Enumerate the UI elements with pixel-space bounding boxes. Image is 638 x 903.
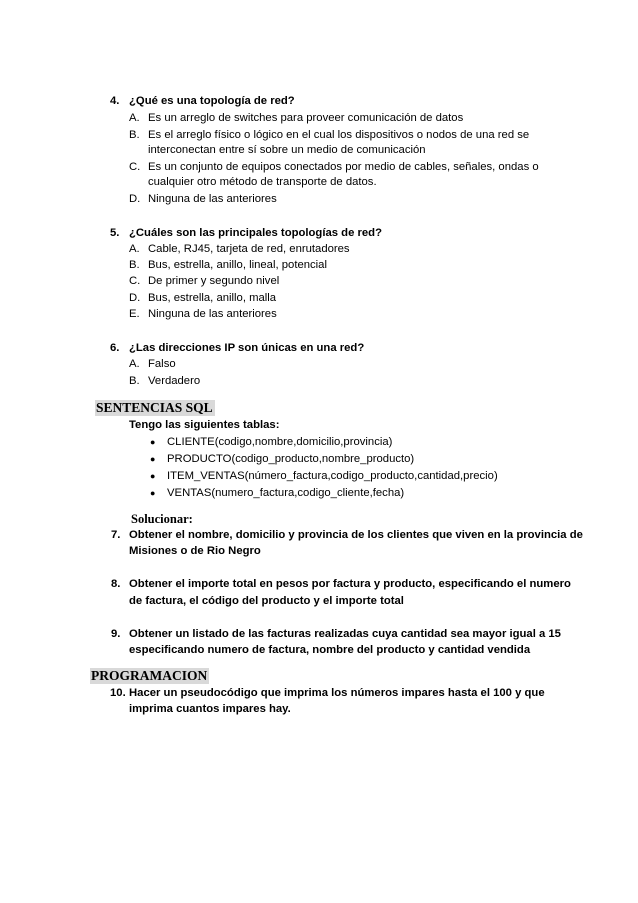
q5-option-a: Cable, RJ45, tarjeta de red, enrutadores: [148, 243, 350, 255]
bullet-icon: ●: [150, 488, 156, 498]
sql-intro: Tengo las siguientes tablas:: [129, 419, 280, 431]
q4-option-c-line-1: Es un conjunto de equipos conectados por medio de cables, señales, ondas o: [148, 161, 539, 173]
q6-option-b: Verdadero: [148, 375, 201, 387]
q5-option-a-letter: A.: [129, 243, 140, 255]
q5-option-e-letter: E.: [129, 308, 140, 320]
q4-option-b-line-1: Es el arreglo físico o lógico en el cual los dispositivos o nodos de una red se: [148, 129, 530, 141]
question-6-text: ¿Las direcciones IP son únicas en una red?: [129, 342, 365, 354]
programacion-section-heading: PROGRAMACION: [91, 668, 208, 683]
table-item-ventas: ITEM_VENTAS(número_factura,codigo_producto,cantidad,precio): [167, 470, 498, 482]
question-9-line-2: especificando numero de factura, nombre del producto y cantidad vendida: [129, 644, 531, 656]
question-10-number: 10.: [110, 687, 126, 699]
bullet-icon: ●: [150, 437, 156, 447]
q4-option-a: Es un arreglo de switches para proveer comunicación de datos: [148, 112, 464, 124]
question-5-text: ¿Cuáles son las principales topologías de red?: [129, 227, 382, 239]
question-6-number: 6.: [110, 342, 120, 354]
sql-section-heading: SENTENCIAS SQL: [96, 400, 213, 415]
q5-option-e: Ninguna de las anteriores: [148, 308, 277, 320]
q4-option-c-letter: C.: [129, 161, 141, 173]
question-8-line-1: Obtener el importe total en pesos por factura y producto, especificando el numero: [129, 578, 571, 590]
question-4-number: 4.: [110, 95, 120, 107]
q4-option-d: Ninguna de las anteriores: [148, 193, 277, 205]
question-9-number: 9.: [111, 628, 121, 640]
question-7-number: 7.: [111, 529, 121, 541]
question-10-line-2: imprima cuantos impares hay.: [129, 703, 291, 715]
q5-option-d: Bus, estrella, anillo, malla: [148, 292, 277, 304]
q5-option-b: Bus, estrella, anillo, lineal, potencial: [148, 259, 327, 271]
solve-label: Solucionar:: [131, 512, 193, 526]
q4-option-a-letter: A.: [129, 112, 140, 124]
q5-option-d-letter: D.: [129, 292, 141, 304]
q4-option-d-letter: D.: [129, 193, 141, 205]
question-10-line-1: Hacer un pseudocódigo que imprima los números impares hasta el 100 y que: [129, 687, 545, 699]
q5-option-b-letter: B.: [129, 259, 140, 271]
q5-option-c-letter: C.: [129, 275, 141, 287]
question-8-number: 8.: [111, 578, 121, 590]
question-7-line-2: Misiones o de Rio Negro: [129, 545, 261, 557]
q6-option-b-letter: B.: [129, 375, 140, 387]
bullet-icon: ●: [150, 471, 156, 481]
question-4-text: ¿Qué es una topología de red?: [129, 95, 295, 107]
table-cliente: CLIENTE(codigo,nombre,domicilio,provincia): [167, 436, 393, 448]
q5-option-c: De primer y segundo nivel: [148, 275, 280, 287]
question-7-line-1: Obtener el nombre, domicilio y provincia de los clientes que viven en la provincia de: [129, 529, 583, 541]
q4-option-b-line-2: interconectan entre sí sobre un medio de comunicación: [148, 144, 426, 156]
table-producto: PRODUCTO(codigo_producto,nombre_producto): [167, 453, 415, 465]
q4-option-c-line-2: cualquier otro método de transporte de datos.: [148, 176, 377, 188]
question-5-number: 5.: [110, 227, 120, 239]
q6-option-a-letter: A.: [129, 358, 140, 370]
bullet-icon: ●: [150, 454, 156, 464]
question-8-line-2: de factura, el código del producto y el importe total: [129, 595, 404, 607]
q6-option-a: Falso: [148, 358, 176, 370]
table-ventas: VENTAS(numero_factura,codigo_cliente,fecha): [167, 487, 405, 499]
q4-option-b-letter: B.: [129, 129, 140, 141]
question-9-line-1: Obtener un listado de las facturas realizadas cuya cantidad sea mayor igual a 15: [129, 628, 561, 640]
